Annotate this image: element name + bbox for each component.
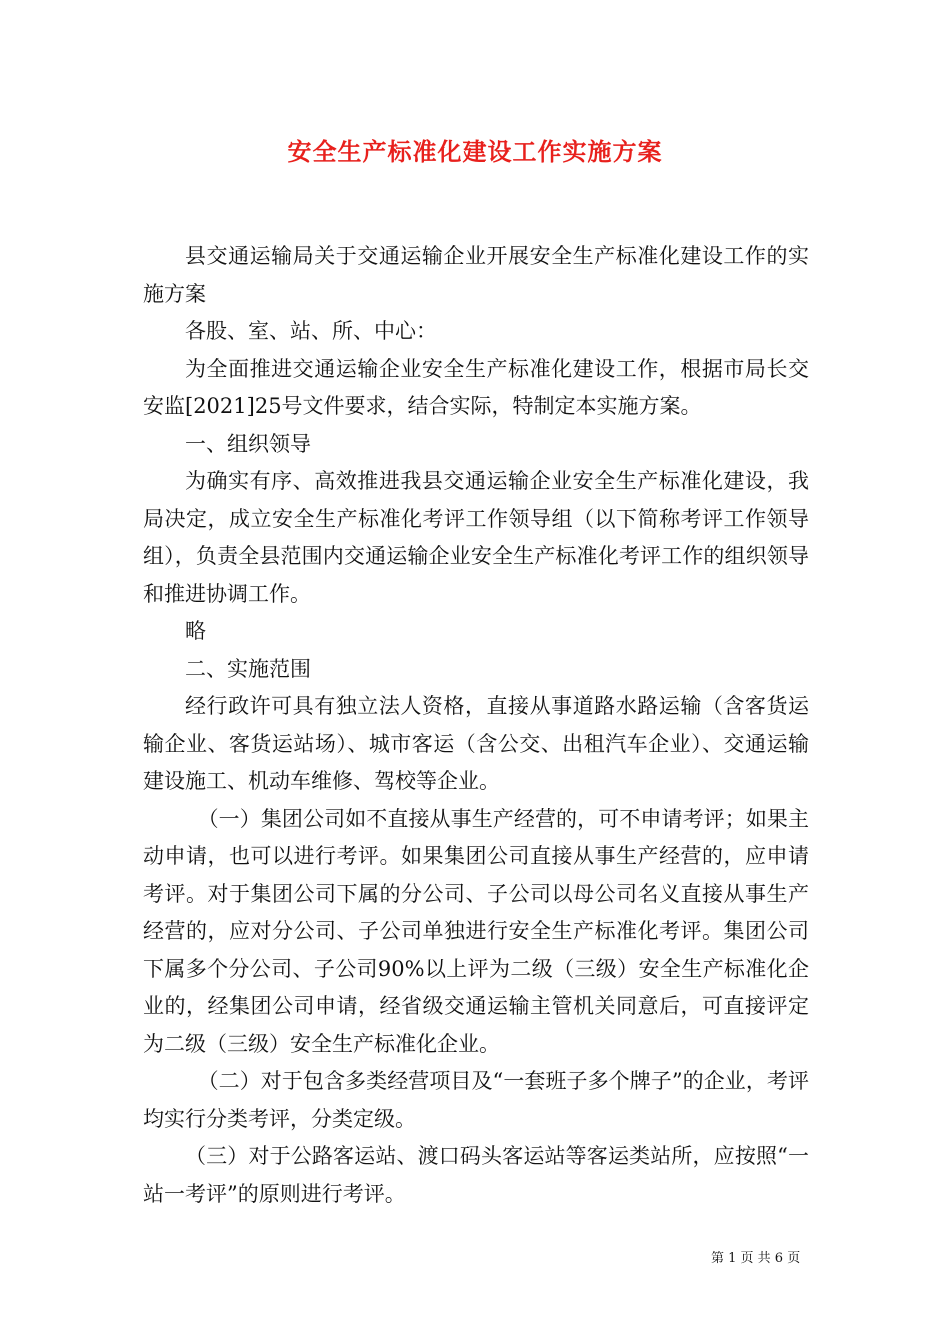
section-heading-scope: 二、实施范围 — [185, 656, 311, 681]
paragraph-salutation: 各股、室、站、所、中心： — [185, 319, 437, 343]
paragraph-scope: 经行政许可具有独立法人资格，直接从事道路水路运输（含客货运输企业、客货运站场）、城市客运（含公交、出租汽车企业）、交通运输建设施工、机动车维修、驾校等企业。 — [143, 694, 809, 793]
section-heading-leadership: 一、组织领导 — [185, 431, 311, 456]
page-number-footer: 第 1 页 共 6 页 — [711, 1251, 801, 1266]
document-title: 安全生产标准化建设工作实施方案 — [287, 137, 663, 166]
paragraph-item-3: （三）对于公路客运站、渡口码头客运站等客运类站所，应按照“一站一考评”的原则进行考评。 — [143, 1144, 809, 1206]
paragraph-subtitle: 县交通运输局关于交通运输企业开展安全生产标准化建设工作的实施方案 — [143, 244, 809, 306]
document-body — [143, 238, 809, 1213]
paragraph-item-1: （一）集团公司如不直接从事生产经营的，可不申请考评；如果主动申请，也可以进行考评。如果集团公司直接从事生产经营的，应申请考评。对于集团公司下属的分公司、子公司以母公司名义直接从事生产经营的，应对分公司、子公司单独进行安全生产标准化考评。集团公司下属多个分公司、子公司90%以上评为二级（三级）安全生产标准化企业的，经集团公司申请，经省级交通运输主管机关同意后，可直接评定为二级（三级）安全生产标准化企业。 — [143, 806, 809, 1056]
paragraph-intro: 为全面推进交通运输企业安全生产标准化建设工作，根据市局长交安监[2021]25号文件要求，结合实际，特制定本实施方案。 — [143, 356, 809, 418]
paragraph-item-2: （二）对于包含多类经营项目及“一套班子多个牌子”的企业，考评均实行分类考评，分类定级。 — [143, 1069, 809, 1131]
paragraph-omitted: 略 — [185, 619, 206, 643]
paragraph-leadership: 为确实有序、高效推进我县交通运输企业安全生产标准化建设，我局决定，成立安全生产标准化考评工作领导组（以下简称考评工作领导组），负责全县范围内交通运输企业安全生产标准化考评工作的组织领导和推进协调工作。 — [143, 469, 809, 606]
